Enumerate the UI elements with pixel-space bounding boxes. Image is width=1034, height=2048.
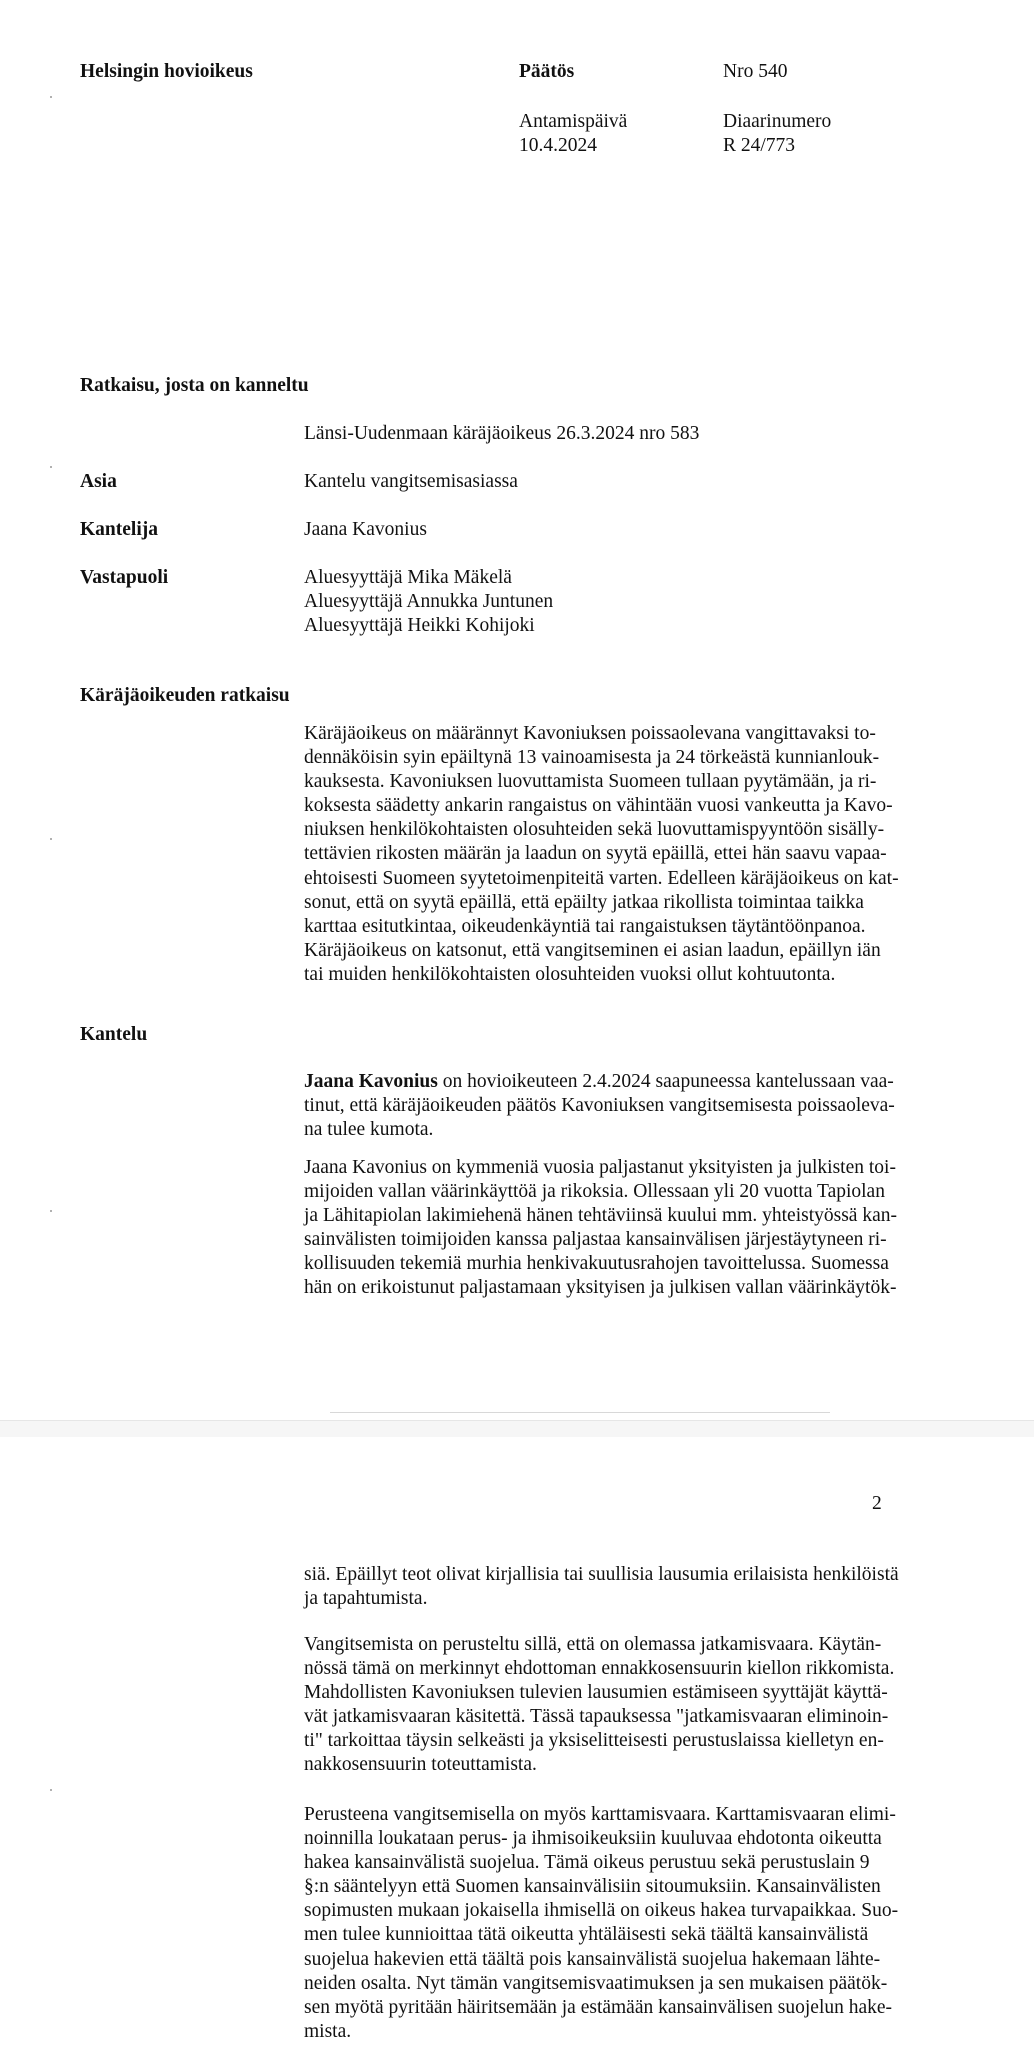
court-name: Helsingin hovioikeus [80, 61, 253, 82]
vastapuoli-item: Aluesyyttäjä Heikki Kohijoki [304, 615, 535, 636]
appeal-paragraph-2 [304, 1156, 904, 1301]
scan-speck [50, 466, 52, 468]
text-line: tinut, että käräjäoikeuden päätös Kavoniuksen vangitsemisesta poissaoleva- [304, 1095, 895, 1117]
text-line: ja tapahtumista. [304, 1588, 428, 1610]
page2-paragraph-1 [304, 1563, 904, 1611]
text-line: ti" tarkoittaa täysin selkeästi ja yksiselitteisesti perustuslaissa kielletyn en- [304, 1730, 884, 1752]
text-line: men tulee kunnioittaa tätä oikeutta yhtäläisesti sekä täältä kansainvälistä [304, 1924, 869, 1946]
text-line: mista. [304, 2020, 352, 2042]
date-label: Antamispäivä [519, 111, 628, 132]
document-page-2 [0, 1437, 1034, 2048]
scan-speck [50, 1789, 52, 1791]
scan-speck [50, 96, 52, 98]
text-line: Vangitsemista on perusteltu sillä, että on olemassa jatkamisvaara. Käytän- [304, 1634, 882, 1655]
text-line: na tulee kumota. [304, 1119, 434, 1141]
page-number: 2 [872, 1493, 882, 1514]
text-line: siä. Epäillyt teot olivat kirjallisia tai suullisia lausumia erilaisista henkilöistä [304, 1564, 899, 1585]
decision-number: Nro 540 [723, 61, 788, 82]
district-decision-heading: Käräjäoikeuden ratkaisu [80, 685, 290, 706]
text-line: karttaa esitutkintaa, oikeudenkäyntiä tai rangaistuksen täytäntöönpanoa. [304, 915, 866, 937]
diary-value: R 24/773 [723, 135, 796, 156]
text-line: kollisuuden tekemiä murhia henkivakuutusrahojen tavoittelussa. Suomessa [304, 1253, 889, 1275]
asia-value: Kantelu vangitsemisasiassa [304, 471, 518, 492]
appellant-name: Jaana Kavonius [304, 1071, 438, 1092]
text-line: nössä tämä on merkinnyt ehdottoman ennakkosensuurin kiellon rikkomista. [304, 1658, 895, 1680]
text-line: Jaana Kavonius on hovioikeuteen 2.4.2024 saapuneessa kantelussaan vaa- [304, 1071, 894, 1092]
text-line: noinnilla loukataan perus- ja ihmisoikeuksiin kuuluvaa ehdotonta oikeutta [304, 1828, 882, 1850]
text-line: hän on erikoistunut paljastamaan yksityisen ja julkisen vallan väärinkäytök- [304, 1277, 897, 1299]
appealed-decision-value: Länsi-Uudenmaan käräjäoikeus 26.3.2024 nro 583 [304, 423, 700, 444]
text-line: tettävien rikosten määrän ja laadun on syytä epäillä, ettei hän saavu vapaa- [304, 843, 887, 865]
text-line: Jaana Kavonius on kymmeniä vuosia paljastanut yksityisten ja julkisten toi- [304, 1157, 896, 1178]
text-line: Mahdollisten Kavoniuksen tulevien lausumien estämiseen syyttäjät käyttä- [304, 1682, 888, 1704]
text-line: mijoiden vallan väärinkäyttöä ja rikoksia. Ollessaan yli 20 vuotta Tapiolan [304, 1181, 885, 1203]
text-line: ehtoisesti Suomeen syytetoimenpiteitä varten. Edelleen käräjäoikeus on kat- [304, 867, 899, 889]
text-line: nakkosensuurin toteuttamista. [304, 1754, 537, 1776]
scan-speck [50, 838, 52, 840]
text-line: niuksen henkilökohtaisten olosuhteiden sekä luovuttamispyyntöön sisälly- [304, 819, 885, 841]
kantelija-value: Jaana Kavonius [304, 519, 427, 540]
text-line: hakea kansainvälistä suojelua. Tämä oikeus perustuu sekä perustuslain 9 [304, 1852, 870, 1874]
text-line: sainvälisten toimijoiden kanssa paljastaa kansainvälisen järjestäytyneen ri- [304, 1229, 887, 1251]
date-value: 10.4.2024 [519, 135, 597, 156]
text-line: sonut, että on syytä epäillä, että epäilty jatkaa rikollista toimintaa taikka [304, 891, 864, 913]
document-type: Päätös [519, 61, 575, 82]
district-decision-text [304, 722, 904, 987]
text-line: Perusteena vangitsemisella on myös karttamisvaara. Karttamisvaaran elimi- [304, 1804, 896, 1825]
text-line: tai muiden henkilökohtaisten olosuhteiden vuoksi ollut kohtuutonta. [304, 963, 836, 985]
page-separator [0, 1420, 1034, 1438]
text-line: kauksesta. Kavoniuksen luovuttamista Suomeen tullaan pyytämään, ja ri- [304, 771, 877, 793]
scan-speck [50, 1210, 52, 1212]
vastapuoli-item: Aluesyyttäjä Mika Mäkelä [304, 567, 512, 588]
page2-paragraph-3 [304, 1803, 904, 2044]
appeal-paragraph-1 [304, 1070, 904, 1142]
appealed-decision-heading: Ratkaisu, josta on kanneltu [80, 375, 309, 396]
text-line: suojelua hakevien että täältä pois kansainvälistä suojelua hakemaan lähte- [304, 1948, 881, 1970]
vastapuoli-label: Vastapuoli [80, 567, 169, 588]
text-line: sen myötä pyritään häiritsemään ja estämään kansainvälisen suojelun hake- [304, 1996, 893, 2018]
text-line: ja Lähitapiolan lakimiehenä hänen tehtäviinsä kuului mm. yhteistyössä kan- [304, 1205, 897, 1227]
asia-label: Asia [80, 471, 117, 492]
text-line: Käräjäoikeus on määrännyt Kavoniuksen poissaolevana vangittavaksi to- [304, 723, 876, 744]
kantelija-label: Kantelija [80, 519, 158, 540]
text-line: sopimusten mukaan jokaisella ihmisellä on oikeus hakea turvapaikkaa. Suo- [304, 1900, 899, 1922]
page2-paragraph-2 [304, 1633, 904, 1778]
text-line: koksesta säädetty ankarin rangaistus on vähintään vuosi vankeutta ja Kavo- [304, 795, 893, 817]
page-edge-line [330, 1412, 830, 1413]
text-line: §:n sääntelyyn että Suomen kansainvälisiin sitoumuksiin. Kansainvälisten [304, 1876, 881, 1898]
text-line: Käräjäoikeus on katsonut, että vangitseminen ei asian laadun, epäillyn iän [304, 939, 881, 961]
vastapuoli-list [304, 566, 553, 638]
diary-label: Diaarinumero [723, 111, 832, 132]
vastapuoli-item: Aluesyyttäjä Annukka Juntunen [304, 591, 554, 612]
text-line: dennäköisin syin epäiltynä 13 vainoamisesta ja 24 törkeästä kunnianlouk- [304, 747, 880, 769]
text-line: vät jatkamisvaaran käsitettä. Tässä tapauksessa "jatkamisvaaran eliminoin- [304, 1706, 889, 1728]
appeal-heading: Kantelu [80, 1024, 148, 1045]
text-line: neiden osalta. Nyt tämän vangitsemisvaatimuksen ja sen mukaisen päätök- [304, 1972, 888, 1994]
